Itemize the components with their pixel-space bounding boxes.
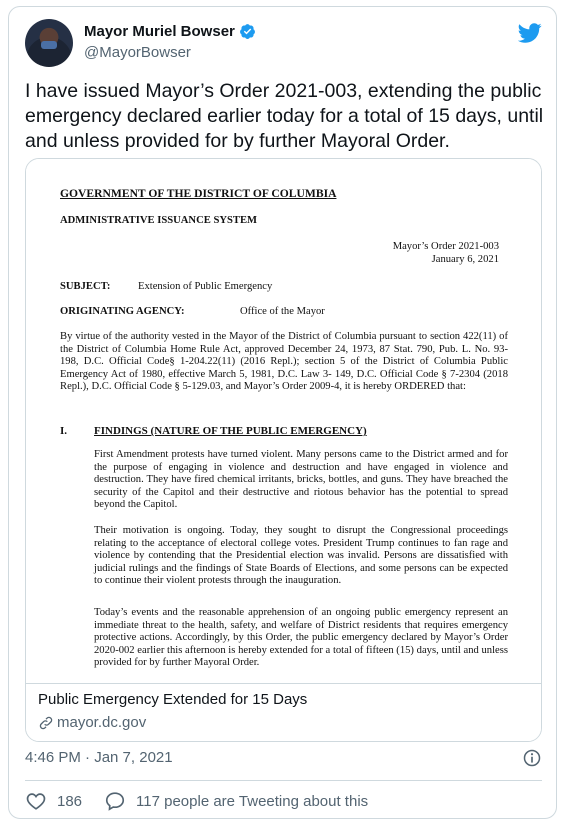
action-bar <box>25 789 390 813</box>
link-preview-card[interactable] <box>25 158 542 742</box>
speech-bubble-icon <box>104 790 126 812</box>
card-title[interactable]: Public Emergency Extended for 15 Days <box>38 691 308 708</box>
subject-label: SUBJECT: <box>60 281 111 292</box>
findings-paragraph-1: First Amendment protests have turned violent. Many persons came to the District armed and for the purpose of engaging in violence and destruction and have engaged in violence and destruction. They have fired chemical irritants, bricks, bottles, and guns. They have breached the security of the Capitol and their destructive and riotous behavior has the potential to spread beyond the Capitol. <box>94 449 508 511</box>
tweeting-about-link[interactable] <box>104 790 368 812</box>
document-subheading: ADMINISTRATIVE ISSUANCE SYSTEM <box>60 215 258 226</box>
preamble-paragraph: By virtue of the authority vested in the Mayor of the District of Columbia pursuant to section 422(11) of the District of Columbia Home Rule Act, approved December 24, 1973, 87 Stat. 790, Pub. L. No. 93-198, D.C. Official Code§ 1-204.22(11) (2016 Repl.); section 5 of the District of Columbia Public Emergency Act of 1980, effective March 5, 1981, D.C. Law 3- 149, D.C. Official Code § 7-2304 (2018 Repl.), D.C. Official Code § 5-129.03, and Mayor’s Order 2009-4, it is hereby ORDERED that: <box>60 331 508 393</box>
like-button[interactable] <box>25 790 82 812</box>
tweet-text: I have issued Mayor’s Order 2021-003, extending the public emergency declared earlier today for a total of 15 days, until and unless provided for by further Mayoral Order. <box>25 80 544 152</box>
section-title: FINDINGS (NATURE OF THE PUBLIC EMERGENCY) <box>94 425 367 437</box>
findings-paragraph-3: Today’s events and the reasonable apprehension of an ongoing public emergency represent an immediate threat to the health, safety, and welfare of District residents that requires emergency protective actions. Accordingly, by this Order, the public emergency declared by Mayor’s Order 2020-002 earlier this afternoon is hereby extended for a total of fifteen (15) days, until and unless provided for by further Mayoral Order. <box>94 607 508 669</box>
heart-icon <box>25 790 47 812</box>
link-icon <box>38 715 54 731</box>
tweeting-about-text: 117 people are Tweeting about this <box>136 792 369 810</box>
divider <box>25 780 542 781</box>
agency-line <box>60 306 325 319</box>
like-count: 186 <box>57 792 83 810</box>
author-name-row[interactable] <box>84 23 256 40</box>
avatar[interactable] <box>25 19 73 67</box>
agency-label: ORIGINATING AGENCY: <box>60 306 185 317</box>
author-display-name[interactable]: Mayor Muriel Bowser <box>84 23 235 40</box>
agency-value: Office of the Mayor <box>240 306 325 317</box>
tweet-card <box>8 6 557 819</box>
info-icon[interactable] <box>522 748 542 768</box>
order-block <box>393 241 499 266</box>
verified-badge-icon <box>239 23 256 40</box>
author-handle[interactable]: @MayorBowser <box>84 44 191 61</box>
document-image <box>26 159 541 683</box>
card-domain[interactable] <box>38 714 146 731</box>
order-date: January 6, 2021 <box>431 253 499 265</box>
tweet-timestamp[interactable]: 4:46 PM · Jan 7, 2021 <box>25 749 173 766</box>
order-number: Mayor’s Order 2021-003 <box>392 241 499 252</box>
card-footer[interactable] <box>26 683 541 742</box>
twitter-bird-icon[interactable] <box>518 21 542 45</box>
card-domain-text[interactable]: mayor.dc.gov <box>57 714 147 731</box>
avatar-mask <box>41 41 57 49</box>
section-number: I. <box>60 425 68 437</box>
findings-paragraph-2: Their motivation is ongoing. Today, they sought to disrupt the Congressional proceedings relating to the acceptance of electoral college votes. President Trump continues to fan rage and violence by contending that the Presidential election was invalid. Persons are dissatisfied with judicial rulings and the findings of State Boards of Elections, and some persons can be expected to continue their violent protests through the inauguration. <box>94 525 508 587</box>
subject-line <box>60 281 272 294</box>
subject-value: Extension of Public Emergency <box>138 281 273 292</box>
document-heading: GOVERNMENT OF THE DISTRICT OF COLUMBIA <box>60 187 337 200</box>
section-heading <box>60 425 367 438</box>
